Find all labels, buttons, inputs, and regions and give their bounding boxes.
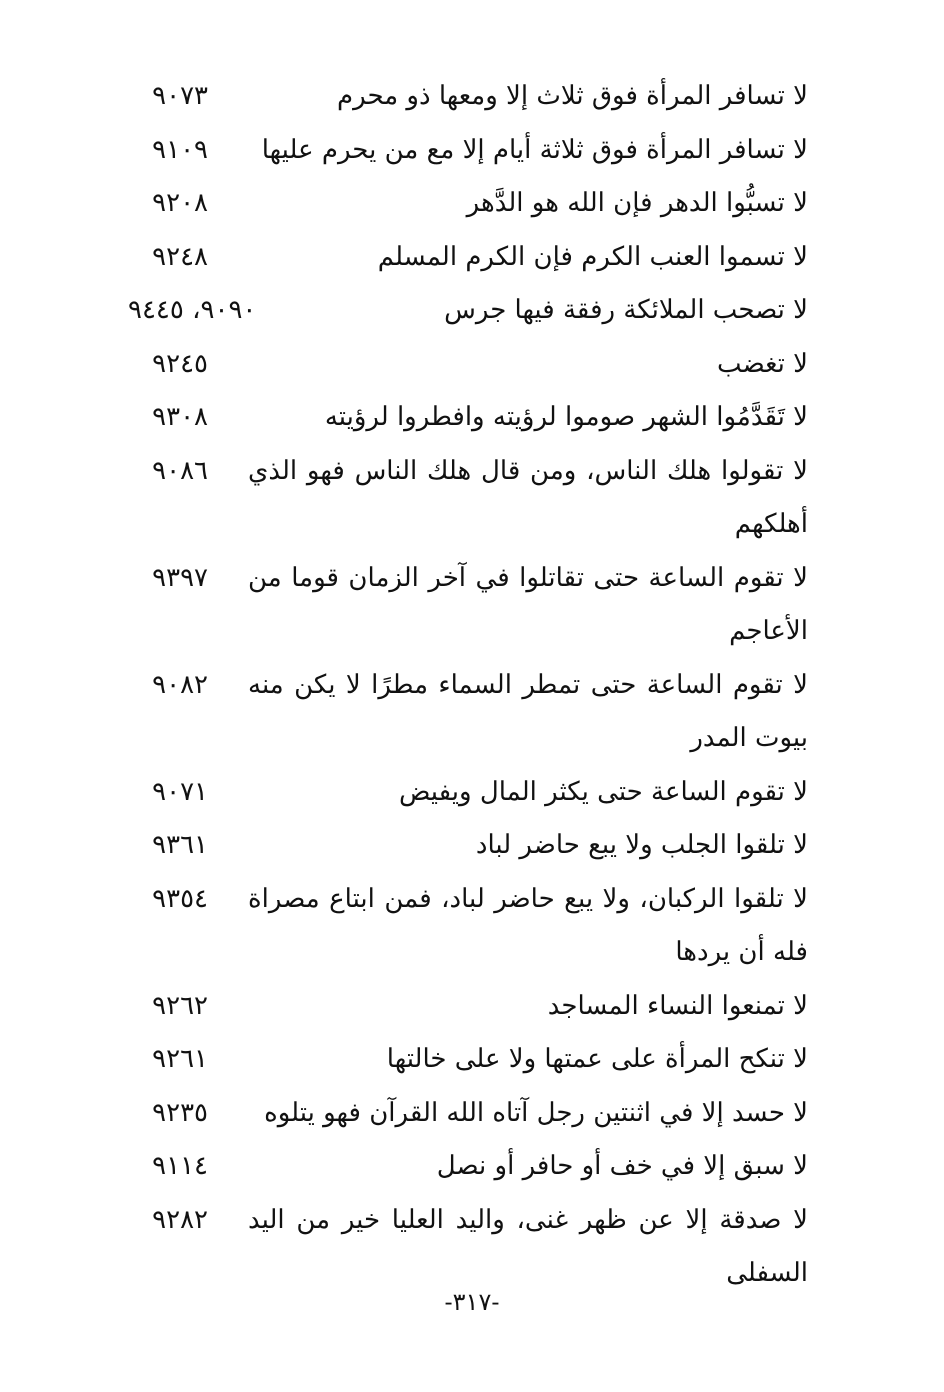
index-entry [128, 819, 808, 873]
entry-number: ٩١١٤ [152, 1151, 208, 1181]
entry-text: لا تسافر المرأة فوق ثلاث إلا ومعها ذو محرم [337, 81, 808, 111]
index-entry [128, 659, 808, 766]
entry-text: لا تلقوا الجلب ولا يبع حاضر لباد [475, 830, 808, 860]
index-entry [128, 873, 808, 980]
index-entry [128, 1033, 808, 1087]
index-entry [128, 231, 808, 285]
entry-number: ٩١٠٩ [152, 134, 208, 165]
entry-number: ٩٣٥٤ [152, 883, 208, 914]
entry-text: لا تغضب [717, 348, 808, 379]
entry-text: لا تسبُّوا الدهر فإن الله هو الدَّهر [466, 188, 808, 218]
entry-text: لا تلقوا الركبان، ولا يبع حاضر لباد، فمن ابتاع مصراة فله أن يردها [248, 883, 808, 967]
entry-text: لا تمنعوا النساء المساجد [547, 990, 808, 1021]
entry-number: ٩٢٠٨ [152, 188, 208, 218]
index-entry [128, 124, 808, 178]
index-entry [128, 552, 808, 659]
entry-number: ٩٠٨٦ [152, 455, 208, 486]
entry-text: لا تَقَدَّمُوا الشهر صوموا لرؤيته وافطروا لرؤيته [324, 402, 808, 432]
entry-text: لا سبق إلا في خف أو حافر أو نصل [436, 1151, 808, 1181]
index-entry [128, 445, 808, 552]
entry-text: لا تقولوا هلك الناس، ومن قال هلك الناس فهو الذي أهلكهم [248, 455, 808, 539]
entry-number: ٩٢٤٥ [152, 348, 208, 379]
entry-text: لا صدقة إلا عن ظهر غنى، واليد العليا خير من اليد السفلى [248, 1204, 808, 1288]
entry-text: لا تنكح المرأة على عمتها ولا على خالتها [386, 1044, 808, 1074]
entry-number: ٩٢٦٢ [152, 990, 208, 1021]
entry-number: ٩٠٩٠، ٩٤٤٥ [128, 295, 257, 325]
entry-text: لا تقوم الساعة حتى تقاتلوا في آخر الزمان قوما من الأعاجم [248, 562, 808, 646]
hadith-index-list [128, 70, 808, 1301]
entry-text: لا تسموا العنب الكرم فإن الكرم المسلم [377, 241, 808, 272]
entry-text: لا حسد إلا في اثنتين رجل آتاه الله القرآن فهو يتلوه [264, 1097, 808, 1128]
entry-number: ٩٢٤٨ [152, 241, 208, 272]
entry-number: ٩٢٦١ [152, 1044, 208, 1074]
entry-number: ٩٠٨٢ [152, 669, 208, 700]
entry-number: ٩٣٠٨ [152, 402, 208, 432]
index-entry [128, 766, 808, 820]
entry-number: ٩٠٧١ [152, 776, 208, 807]
entry-number: ٩٠٧٣ [152, 81, 208, 111]
entry-number: ٩٢٨٢ [152, 1204, 208, 1235]
entry-text: لا تقوم الساعة حتى تمطر السماء مطرًا لا يكن منه بيوت المدر [248, 669, 808, 753]
index-entry [128, 70, 808, 124]
index-entry [128, 338, 808, 392]
index-entry [128, 391, 808, 445]
page-number: -٣١٧- [444, 1288, 500, 1316]
index-entry [128, 284, 808, 338]
index-entry [128, 1087, 808, 1141]
entry-number: ٩٢٣٥ [152, 1097, 208, 1128]
index-entry [128, 980, 808, 1034]
entry-text: لا تصحب الملائكة رفقة فيها جرس [444, 295, 808, 325]
entry-number: ٩٣٦١ [152, 830, 208, 860]
index-entry [128, 1140, 808, 1194]
entry-number: ٩٣٩٧ [152, 562, 208, 593]
entry-text: لا تقوم الساعة حتى يكثر المال ويفيض [398, 776, 808, 807]
index-entry [128, 177, 808, 231]
index-entry [128, 1194, 808, 1301]
entry-text: لا تسافر المرأة فوق ثلاثة أيام إلا مع من يحرم عليها [261, 134, 808, 165]
